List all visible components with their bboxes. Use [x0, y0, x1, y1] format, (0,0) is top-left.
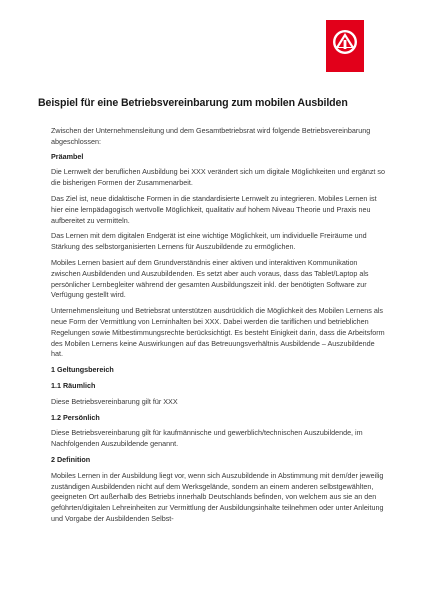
paragraph: Mobiles Lernen in der Ausbildung liegt vor, wenn sich Auszubildende in Abstimmung mit dem/der jeweilig zuständigen Ausbildenden nicht auf dem Werksgelände, sondern an einem anderen selbstgewählten, geeigneten Ort außerhalb des Betriebs innerhalb Deutschlands befinden, von welchem aus sie an den geführten/digitalen Lehreinheiten zur Vermittlung der Ausbildungsinhalte teilnehmen oder unter Anleitung und Vorgabe der Ausbildenden Selbst-	[51, 470, 384, 523]
paragraph: Die Lernwelt der beruflichen Ausbildung bei XXX verändert sich um digitale Möglichkeiten und ergänzt so die bisherigen Formen der Zusammenarbeit.	[51, 167, 386, 188]
document-title: Beispiel für eine Betriebsvereinbarung zum mobilen Ausbilden	[38, 97, 348, 109]
intro-paragraph: Zwischen der Unternehmensleitung und dem Gesamtbetriebsrat wird folgende Betriebsvereinbarung abgeschlossen:	[51, 126, 371, 146]
section-heading-geltungsbereich: 1 Geltungsbereich	[51, 365, 114, 375]
paragraph: Das Ziel ist, neue didaktische Formen in die standardisierte Lernwelt zu integrieren. Mobiles Lernen ist hier eine lernpädagogisch wertvolle Möglichkeit, qualitativ auf hohem Niveau Theorie und Praxis neu aufbereitet zu vermitteln.	[51, 193, 377, 225]
section-heading-definition: 2 Definition	[51, 454, 91, 464]
subsection-heading-persoenlich: 1.2 Persönlich	[51, 412, 100, 422]
paragraph: Das Lernen mit dem digitalen Endgerät ist eine wichtige Möglichkeit, um individuelle Freiräume und Stärkung des selbstorganisierten Lernens für Auszubildende zu ermöglichen.	[51, 231, 367, 252]
section-heading-preamble: Präambel	[51, 151, 84, 161]
paragraph: Mobiles Lernen basiert auf dem Grundverständnis einer aktiven und interaktiven Kommunikation zwischen Ausbildenden und Auszubildenden. Es setzt aber auch voraus, dass das Tablet/Laptop als persönlicher Lernbegleiter während der gesamten Ausbildungszeit inkl. der benötigten Software zur Verfügung gestellt wird.	[51, 257, 369, 300]
document-body	[51, 126, 386, 530]
subsection-heading-raeumlich: 1.1 Räumlich	[51, 380, 96, 390]
paragraph: Unternehmensleitung und Betriebsrat unterstützen ausdrücklich die Möglichkeit des Mobilen Lernens als neue Form der Vermittlung von Lerninhalten bei XXX. Dabei werden die tariflichen und betrieblichen Regelungen sowie Mitbestimmungsrechte berücksichtigt. Es besteht Einigkeit darin, dass die Arbeitsform des Mobilen Lernens keine Auswirkungen auf das Betreuungsverhältnis Ausbildende – Auszubildende hat.	[51, 306, 385, 359]
paragraph: Diese Betriebsvereinbarung gilt für XXX	[51, 396, 178, 406]
paragraph: Diese Betriebsvereinbarung gilt für kaufmännische und gewerblich/technischen Auszubildende, im Nachfolgenden Auszubildende genannt.	[51, 428, 363, 449]
igmetall-logo-icon	[326, 20, 364, 72]
